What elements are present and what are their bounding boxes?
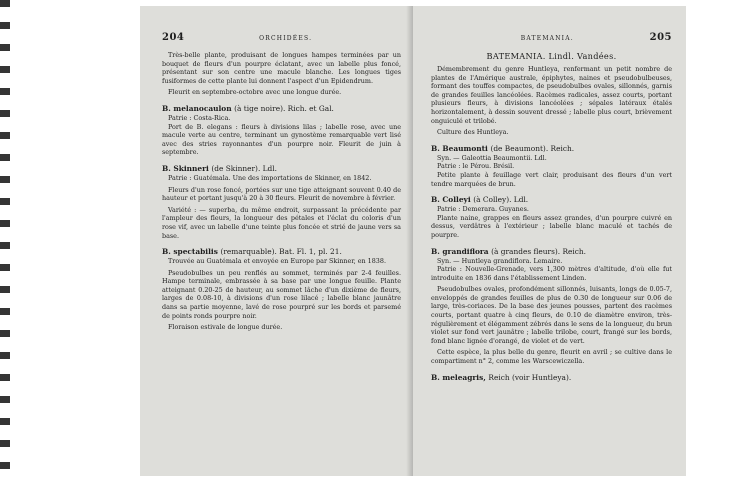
species-detail-line: Patrie : Costa-Rica.: [168, 113, 231, 122]
species-entry-heading: [162, 164, 401, 173]
scan-edge-marks: [0, 0, 10, 482]
species-description: Plante naine, grappes en fleurs assez grandes, d'un pourpre cuivré en dessus, verdâtres à l'extérieur ; labelle blanc maculé et tachés de pourpre.: [431, 213, 672, 239]
species-name: B. Beaumonti: [431, 143, 488, 153]
species-detail-line: Syn. — Galeottia Beaumontii. Ldl.: [437, 153, 547, 162]
species-description: Patrie : Nouvelle-Grenade, vers 1,300 mètres d'altitude, d'où elle fut introduite en 1836 dans l'établissement Linden.: [431, 265, 672, 282]
right-intro: [431, 65, 672, 137]
species-description: Port de B. elegans : fleurs à divisions lilas ; labelle rose, avec une macule verte au centre, terminant un gynostème remarquable vert lisé avec des stries rayonnantes d'un pourpre noir. Fleurit de juin à septembre.: [162, 122, 401, 157]
right-running-head: BATEMANIA.: [520, 35, 574, 42]
species-entry-heading: [431, 373, 672, 382]
species-authority: (à grandes fleurs). Reich.: [491, 246, 586, 256]
left-page-header: [162, 32, 401, 43]
left-intro-paragraph-2: Fleurit en septembre-octobre avec une longue durée.: [168, 88, 342, 97]
species-name: B. grandiflora: [431, 246, 489, 256]
species-authority: (remarquable). Bat. Fl. 1, pl. 21.: [220, 247, 342, 257]
species-entry-heading: [431, 144, 672, 153]
species-authority: (de Beaumont). Reich.: [490, 143, 575, 153]
right-page: [413, 6, 686, 476]
left-intro: [162, 51, 401, 97]
right-intro-paragraph-2: Culture des Huntleya.: [437, 128, 509, 137]
species-name: B. spectabilis: [162, 247, 218, 257]
species-description: Pseudobulbes ovales, profondément sillonnés, luisants, longs de 0.05-7, enveloppés de grandes feuilles de plus de 0.30 de longueur sur 0.06 de large, très-coriaces. De la base des jeunes pousses, partent des racèmes courts, portant quatre à cinq fleurs, de 0.10 de diamètre environ, très-régulièrement et élégamment zébrés dans le sens de la longueur, du brun violet sur fond vert jaunâtre ; labelle trilobe, court, frangé sur les bords, fond blanc lignée d'orangé, de violet et de vert.: [431, 285, 672, 345]
species-description: Floraison estivale de longue durée.: [168, 323, 283, 332]
right-page-header: [431, 32, 672, 43]
left-page-number: 204: [162, 32, 185, 43]
species-description: Pseudobulbes un peu renflés au sommet, terminés par 2-4 feuilles. Hampe terminale, embrassée à sa base par une longue feuille. Plante atteignant 0.20-25 de hauteur, au sommet lâche d'un dixième de fleurs, larges de 0.08-10, à divisions d'un rose lilacé ; labelle blanc jaunâtre dans sa partie moyenne, lavé de rose pourpré sur les bords et parsemé de points ronds pourpre noir.: [162, 268, 401, 320]
left-page: [140, 6, 413, 476]
species-description: Patrie : Guatémala. Une des importations de Skinner, en 1842.: [168, 173, 372, 182]
right-intro-paragraph-1: Démembrement du genre Huntleya, renfermant un petit nombre de plantes de l'Amérique australe, épiphytes, naines et pseudobulbeuses, formant des touffes compactes, de pseudobulbes ovales, sillonnés, garnis de grandes feuilles lancéolées. Racèmes radicales, assez courts, portant plusieurs fleurs, à divisions lancéolées ; sépales latéraux étalés horizontalement, à dessin souvent dressé ; labelle plus court, brièvement onguiculé et trilobé.: [431, 65, 672, 125]
species-authority: (de Skinner). Ldl.: [211, 163, 277, 173]
species-description: Cette espèce, la plus belle du genre, fleurit en avril ; se cultive dans le compartiment n° 2, comme les Warscewiczella.: [431, 348, 672, 366]
right-entries: [431, 144, 672, 382]
species-description: Petite plante à feuillage vert clair, produisant des fleurs d'un vert tendre marquées de brun.: [431, 170, 672, 188]
species-detail-line: Syn. — Huntleya grandiflora. Lemaire.: [437, 256, 563, 265]
species-description: Fleurs d'un rose foncé, portées sur une tige atteignant souvent 0.40 de hauteur et portant jusqu'à 20 à 30 fleurs. Fleurit de novembre à février.: [162, 185, 401, 203]
species-entry-heading: [162, 247, 401, 256]
species-authority: Reich (voir Huntleya).: [488, 372, 572, 382]
species-description: Trouvée au Guatémala et envoyée en Europe par Skinner, en 1838.: [168, 257, 386, 266]
species-description: Variété : — superba, du même endroit, surpassant la précédente par l'ampleur des fleurs, la longueur des pétales et l'éclat du coloris d'un rose vif, avec un labelle d'une teinte plus foncée et strié de jaune vers sa base.: [162, 205, 401, 240]
species-entry-heading: [431, 195, 672, 204]
species-entry-heading: [431, 247, 672, 256]
species-entry-heading: [162, 104, 401, 113]
species-name: B. Skinneri: [162, 163, 209, 173]
left-running-head: ORCHIDÉES.: [259, 35, 313, 42]
species-authority: (à Colley). Ldl.: [473, 195, 529, 205]
species-authority: (à tige noire). Rich. et Gal.: [234, 103, 334, 113]
species-name: B. melanocaulon: [162, 103, 232, 113]
left-entries: [162, 104, 401, 332]
chapter-title: BATEMANIA. Lindl. Vandées.: [486, 51, 617, 61]
species-name: B. meleagris,: [431, 372, 486, 382]
species-name: B. Colleyi: [431, 195, 471, 205]
species-detail-line: Patrie : le Pérou. Brésil.: [437, 162, 515, 171]
left-intro-paragraph-1: Très-belle plante, produisant de longues hampes terminées par un bouquet de fleurs d'un pourpre éclatant, avec un labelle plus foncé, présentant sur son centre une macule blanche. Les longues tiges fusiformes de cette plante lui donnent l'aspect d'un Epidendrum.: [162, 51, 401, 85]
species-detail-line: Patrie : Demerara. Guyanes.: [437, 205, 529, 214]
book-spread: [140, 6, 686, 476]
right-page-number: 205: [649, 32, 672, 43]
